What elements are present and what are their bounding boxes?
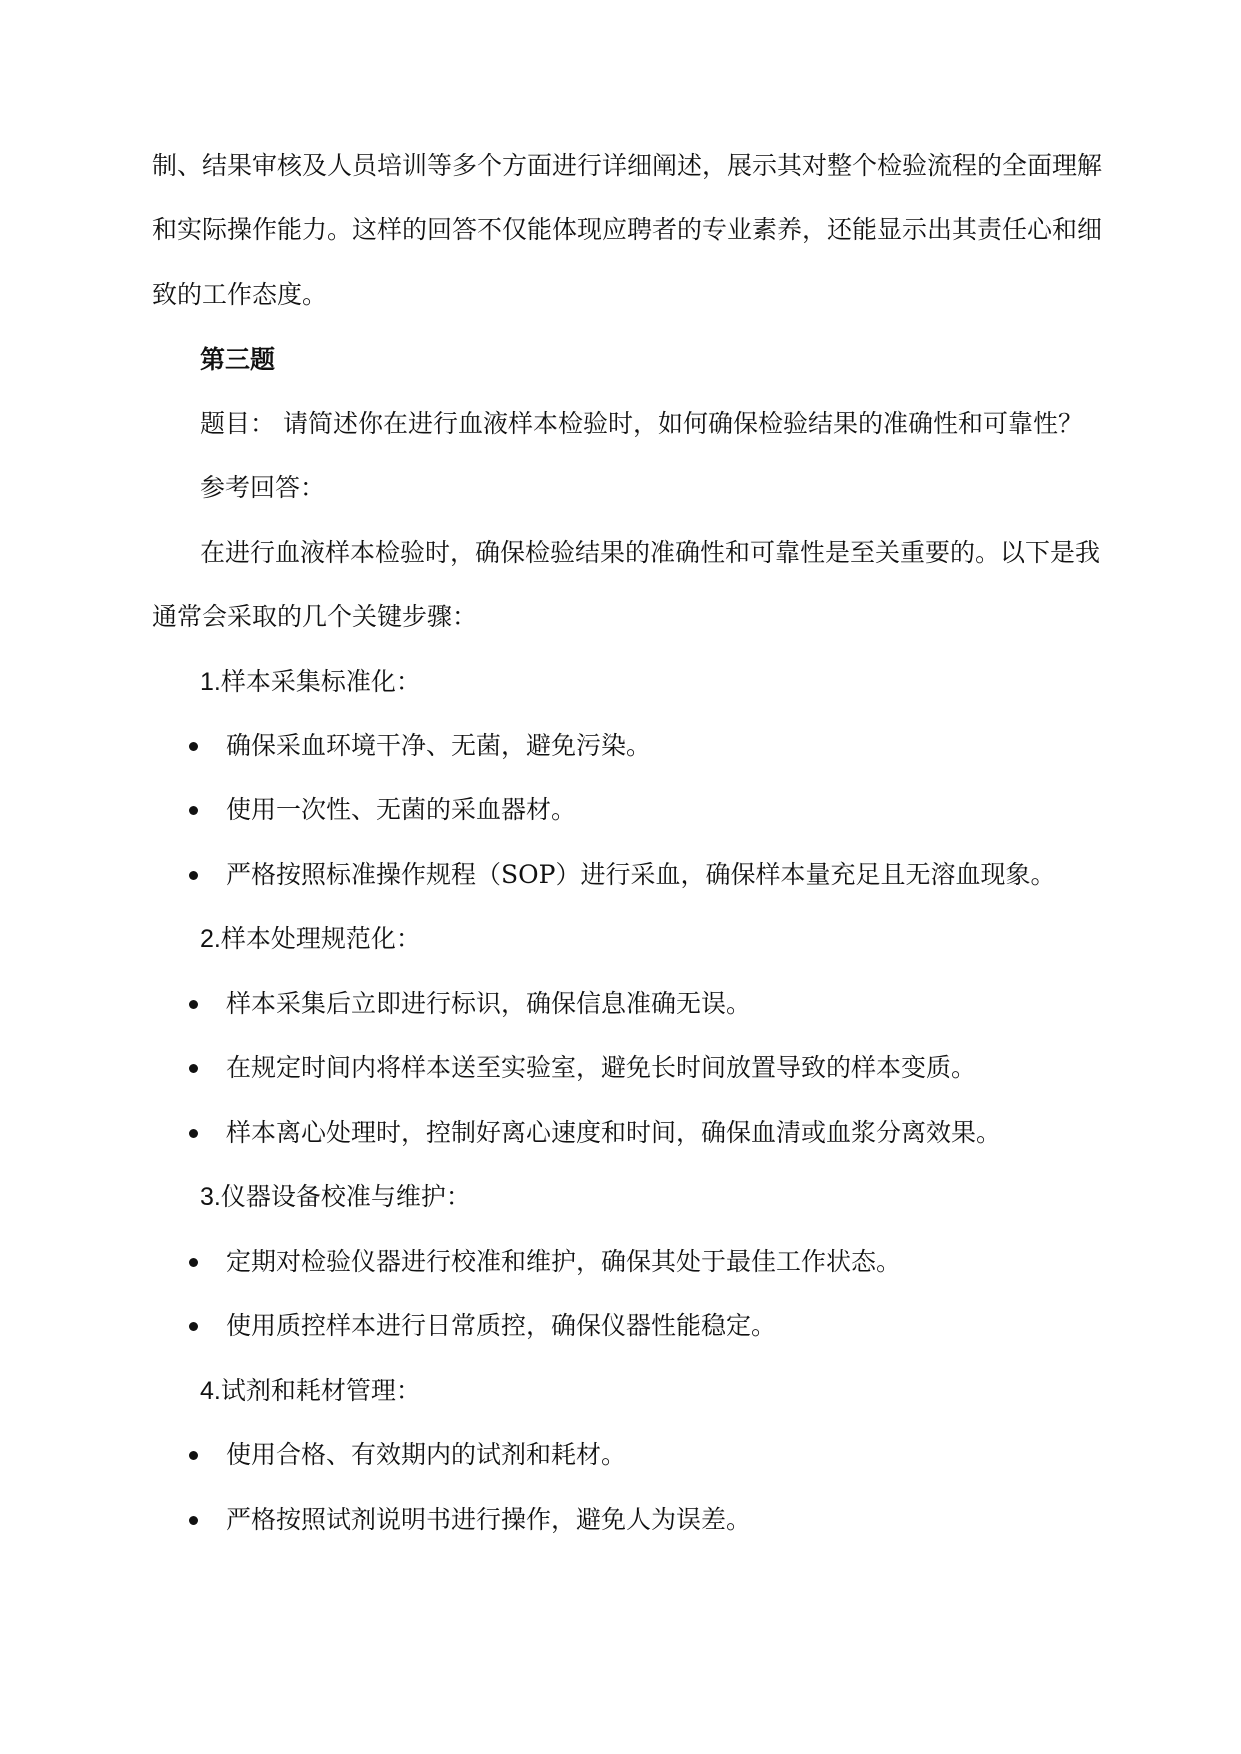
step-title-text: 试剂和耗材管理： <box>220 1376 421 1405</box>
bullet-icon <box>189 1064 198 1073</box>
bullet-icon <box>189 742 198 751</box>
step-number: 2. <box>200 925 221 953</box>
step-title-text: 样本采集标准化： <box>220 667 421 696</box>
list-item-text: 使用合格、有效期内的试剂和耗材。 <box>226 1440 627 1469</box>
list-item <box>0 1503 1241 1537</box>
intro-line-1: 制、结果审核及人员培训等多个方面进行详细阐述，展示其对整个检验流程的全面理解 <box>152 151 1103 180</box>
step-number: 3. <box>200 1183 221 1211</box>
list-item-text: 在规定时间内将样本送至实验室，避免长时间放置导致的样本变质。 <box>226 1053 977 1082</box>
list-item <box>0 1245 1241 1279</box>
bullet-icon <box>189 871 198 880</box>
list-item <box>0 793 1241 827</box>
list-item-text: 确保采血环境干净、无菌，避免污染。 <box>226 731 652 760</box>
list-item <box>0 729 1241 763</box>
answer-intro-line-1: 在进行血液样本检验时，确保检验结果的准确性和可靠性是至关重要的。以下是我 <box>200 538 1101 567</box>
step-title <box>200 922 421 956</box>
bullet-icon <box>189 1258 198 1267</box>
intro-line-2: 和实际操作能力。这样的回答不仅能体现应聘者的专业素养，还能显示出其责任心和细 <box>152 215 1103 244</box>
intro-line-3: 致的工作态度。 <box>152 280 328 309</box>
bullet-icon <box>189 1000 198 1009</box>
list-item <box>0 1116 1241 1150</box>
step-title <box>200 665 421 699</box>
bullet-icon <box>189 1322 198 1331</box>
step-title-text: 仪器设备校准与维护： <box>220 1182 471 1211</box>
step-title-text: 样本处理规范化： <box>220 924 421 953</box>
bullet-icon <box>189 1129 198 1138</box>
list-item-text: 样本离心处理时，控制好离心速度和时间，确保血清或血浆分离效果。 <box>226 1118 1002 1147</box>
section-heading: 第三题 <box>200 345 276 374</box>
list-item <box>0 1309 1241 1343</box>
list-item <box>0 1051 1241 1085</box>
question-text: 题目： 请简述你在进行血液样本检验时，如何确保检验结果的准确性和可靠性？ <box>200 409 1083 438</box>
list-item <box>0 1438 1241 1472</box>
list-item-text: 严格按照标准操作规程（SOP）进行采血，确保样本量充足且无溶血现象。 <box>226 860 1056 889</box>
bullet-icon <box>189 1451 198 1460</box>
step-number: 4. <box>200 1377 221 1405</box>
bullet-icon <box>189 1516 198 1525</box>
answer-label: 参考回答： <box>200 473 326 502</box>
list-item <box>0 858 1241 892</box>
step-title <box>200 1374 421 1408</box>
list-item <box>0 987 1241 1021</box>
answer-intro-line-2: 通常会采取的几个关键步骤： <box>152 602 478 631</box>
bullet-icon <box>189 806 198 815</box>
step-number: 1. <box>200 668 221 696</box>
list-item-text: 使用一次性、无菌的采血器材。 <box>226 795 577 824</box>
list-item-text: 样本采集后立即进行标识，确保信息准确无误。 <box>226 989 752 1018</box>
list-item-text: 定期对检验仪器进行校准和维护，确保其处于最佳工作状态。 <box>226 1247 902 1276</box>
list-item-text: 使用质控样本进行日常质控，确保仪器性能稳定。 <box>226 1311 777 1340</box>
list-item-text: 严格按照试剂说明书进行操作，避免人为误差。 <box>226 1505 752 1534</box>
step-title <box>200 1180 471 1214</box>
